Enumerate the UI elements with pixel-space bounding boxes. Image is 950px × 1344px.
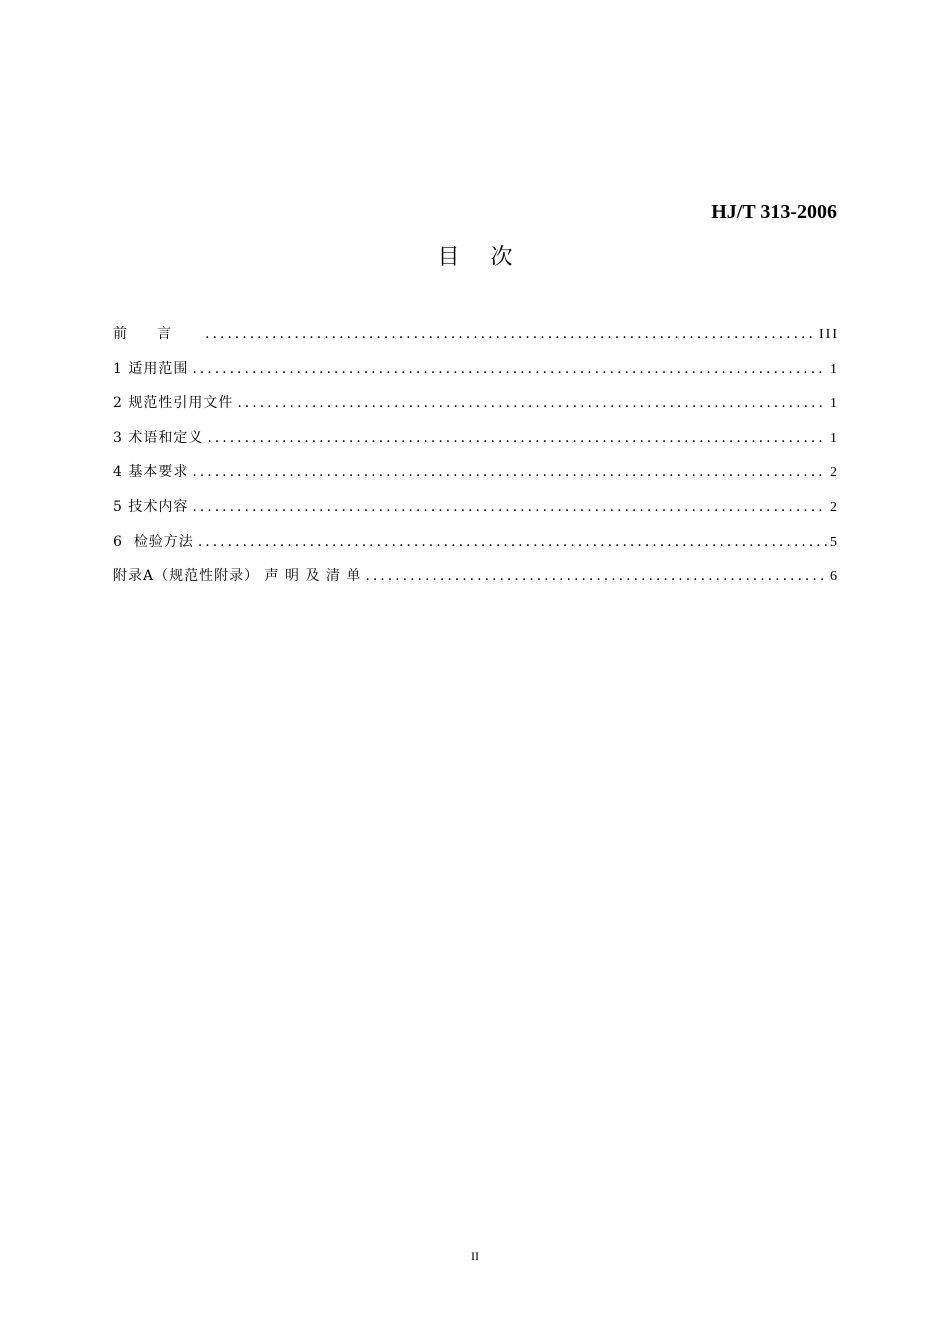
page-number: II: [471, 1249, 479, 1263]
toc-entry-scope[interactable]: [113, 357, 837, 392]
toc-entry-label: 1 适用范围: [113, 360, 189, 377]
toc-leader-dots: [237, 391, 827, 415]
toc-leader-dots: [365, 564, 827, 588]
toc-entry-label: 4 基本要求: [113, 464, 189, 481]
toc-leader-dots: [205, 322, 816, 346]
toc-entry-terms-definitions[interactable]: [113, 426, 837, 461]
toc-entry-test-methods[interactable]: [113, 530, 837, 565]
toc-entry-basic-requirements[interactable]: [113, 460, 837, 495]
toc-entry-page: 5: [830, 534, 839, 550]
toc-entry-label: 3 术语和定义: [113, 429, 204, 446]
toc-entry-page: 2: [830, 499, 839, 515]
toc-entry-label: 前言: [113, 326, 201, 342]
table-of-contents: [113, 322, 837, 599]
toc-entry-foreword[interactable]: [113, 322, 837, 357]
toc-leader-dots: [192, 495, 827, 519]
toc-entry-page: 1: [830, 396, 839, 412]
toc-leader-dots: [198, 530, 827, 554]
toc-entry-appendix-a[interactable]: [113, 564, 837, 599]
toc-entry-page: 2: [830, 465, 839, 481]
page-title: 目 次: [437, 245, 525, 270]
toc-leader-dots: [192, 460, 827, 484]
toc-entry-page: 6: [830, 569, 839, 585]
toc-entry-normative-references[interactable]: [113, 391, 837, 426]
toc-entry-label: 6 检验方法: [113, 533, 194, 550]
toc-leader-dots: [192, 357, 827, 381]
toc-entry-label: 附录A（规范性附录） 声 明 及 清 单: [113, 568, 362, 585]
toc-entry-technical-content[interactable]: [113, 495, 837, 530]
toc-entry-label: 2 规范性引用文件: [113, 395, 234, 412]
standard-code: HJ/T 313-2006: [711, 201, 837, 223]
toc-leader-dots: [207, 426, 827, 450]
toc-entry-page: 1: [830, 361, 839, 377]
toc-entry-label: 5 技术内容: [113, 498, 189, 515]
toc-entry-page: III: [819, 327, 839, 342]
toc-entry-page: 1: [830, 430, 839, 446]
